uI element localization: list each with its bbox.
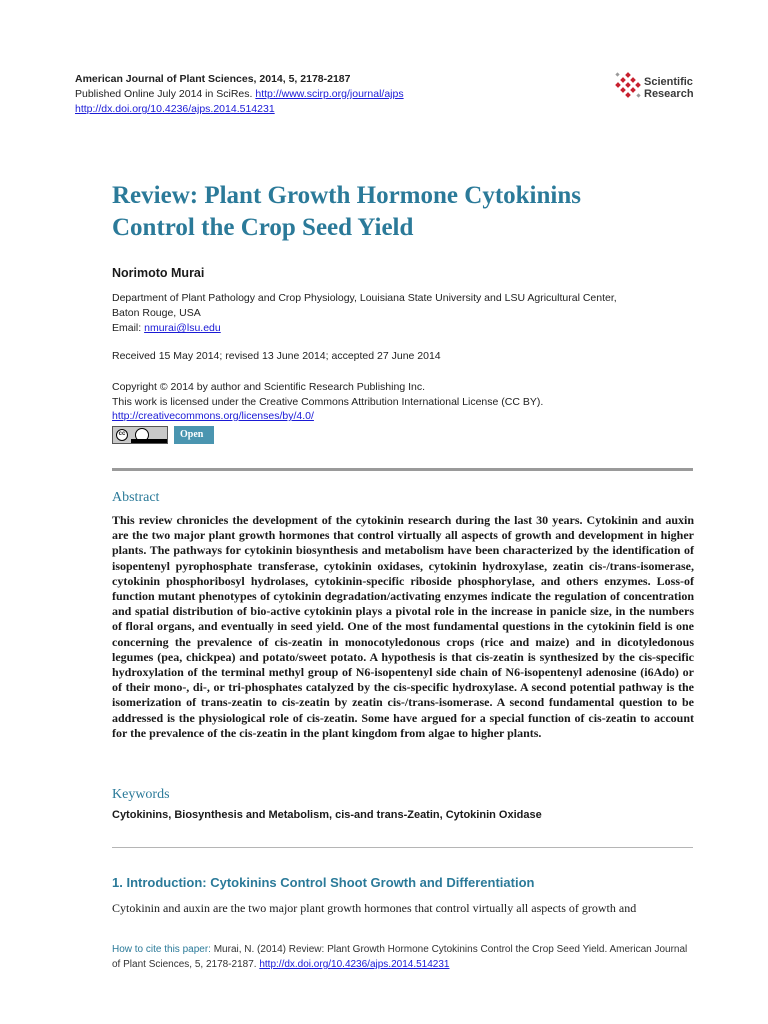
copyright-line: Copyright © 2014 by author and Scientific Research Publishing Inc. xyxy=(112,381,425,393)
logo-mark-icon xyxy=(613,72,643,102)
abstract-text: This review chronicles the development of the cytokinin research during the last 30 years. Cytokinin and auxin are the two major plant growth hormones that control virtually all aspects of growth and development in higher plants. The pathways for cytokinin biosynthesis and metabolism have been characterized by the identification of isopentenyl pyrophosphate transferase, cytokinin oxidases, cytokinin hydroxylase, zeatin cis-/trans-isomerase, cytokinin phosphoribosyl hydrolases, cytokinin-specific riboside phosphorylase, and others enzymes. Loss-of function mutant phenotypes of cytokinin degradation/activating enzymes indicate the regulation of concentration and spatial distribution of bio-active cytokinin plays a pivotal role in the increase in panicle size, in the numbers of floral organs, and eventually in seed yield. One of the most fundamental questions in the cytokinin field is one concerning the prevalence of cis-zeatin in monocotyledonous crops (rice and maize) and in dicotyledonous legumes (pea, chickpea) and potato/sweet potato. A hypothesis is that cis-zeatin is synthesized by the cis-specific hydroxylation of the terminal methyl group of N6-isopentenyl side chain of N6-isopentenyl adenosine (i6Ado) or of their mono-, di-, or tri-phosphates catalyzed by the cis-specific hydroxylase. A second potential pathway is the isomerization of trans-zeatin to cis-zeatin by zeatin cis-/trans-isomerase. A second fundamental question to be addressed is the physiological role of cis-zeatin. Some have argued for a special function of cis-zeatin to account for the prevalence of the cis-zeatin in the plant kingdom from algae to higher plants. xyxy=(112,513,694,740)
cc-icon: cc xyxy=(116,429,128,441)
published-line xyxy=(75,87,404,102)
badge-strip xyxy=(131,439,167,443)
email-link[interactable]: nmurai@lsu.edu xyxy=(144,322,221,334)
title-line2: Control the Crop Seed Yield xyxy=(112,214,414,241)
license-line: This work is licensed under the Creative Commons Attribution International License (CC BY). xyxy=(112,395,544,408)
citation-label: How to cite this paper: xyxy=(112,944,211,955)
logo-text xyxy=(644,76,694,100)
citation-doi-link[interactable]: http://dx.doi.org/10.4236/ajps.2014.514231 xyxy=(259,959,450,970)
title-line1: Review: Plant Growth Hormone Cytokinins xyxy=(112,182,581,209)
affiliation-line2: Baton Rouge, USA xyxy=(112,307,201,319)
affiliation-line1: Department of Plant Pathology and Crop Physiology, Louisiana State University and LSU Agricultural Center, xyxy=(112,292,617,304)
article-title xyxy=(112,180,712,244)
citation-block xyxy=(112,942,697,972)
scientific-research-logo xyxy=(613,72,713,104)
email-line xyxy=(112,321,712,336)
intro-text: Cytokinin and auxin are the two major plant growth hormones that control virtually all aspects of growth and xyxy=(112,901,637,915)
affiliation xyxy=(112,291,712,336)
doi-link[interactable]: http://dx.doi.org/10.4236/ajps.2014.514231 xyxy=(75,103,275,115)
email-label: Email: xyxy=(112,322,142,334)
copyright-block xyxy=(112,380,712,424)
journal-header xyxy=(75,72,404,117)
open-access-badge: Open Access xyxy=(174,426,214,444)
author-name: Norimoto Murai xyxy=(112,266,205,280)
license-link[interactable]: http://creativecommons.org/licenses/by/4.0/ xyxy=(112,410,314,422)
logo-line1: Scientific xyxy=(644,76,693,88)
received-dates: Received 15 May 2014; revised 13 June 2014; accepted 27 June 2014 xyxy=(112,350,441,362)
cc-by-badge[interactable] xyxy=(112,426,168,444)
intro-heading: 1. Introduction: Cytokinins Control Shoot Growth and Differentiation xyxy=(112,875,535,890)
published-text: Published Online July 2014 in SciRes. xyxy=(75,88,253,100)
citation-text: Murai, N. (2014) Review: Plant Growth Hormone Cytokinins Control the Crop Seed Yield. American Journal of Plant Sciences, 5, 2178-2187. xyxy=(112,944,688,970)
logo-line2: Research xyxy=(644,88,694,100)
section-divider xyxy=(112,468,693,471)
keywords-heading: Keywords xyxy=(112,787,170,802)
journal-url-link[interactable]: http://www.scirp.org/journal/ajps xyxy=(255,88,404,100)
keywords-text: Cytokinins, Biosynthesis and Metabolism, cis-and trans-Zeatin, Cytokinin Oxidase xyxy=(112,809,542,821)
abstract-heading: Abstract xyxy=(112,490,160,505)
keywords-divider xyxy=(112,847,693,848)
journal-line: American Journal of Plant Sciences, 2014, 5, 2178-2187 xyxy=(75,73,351,85)
